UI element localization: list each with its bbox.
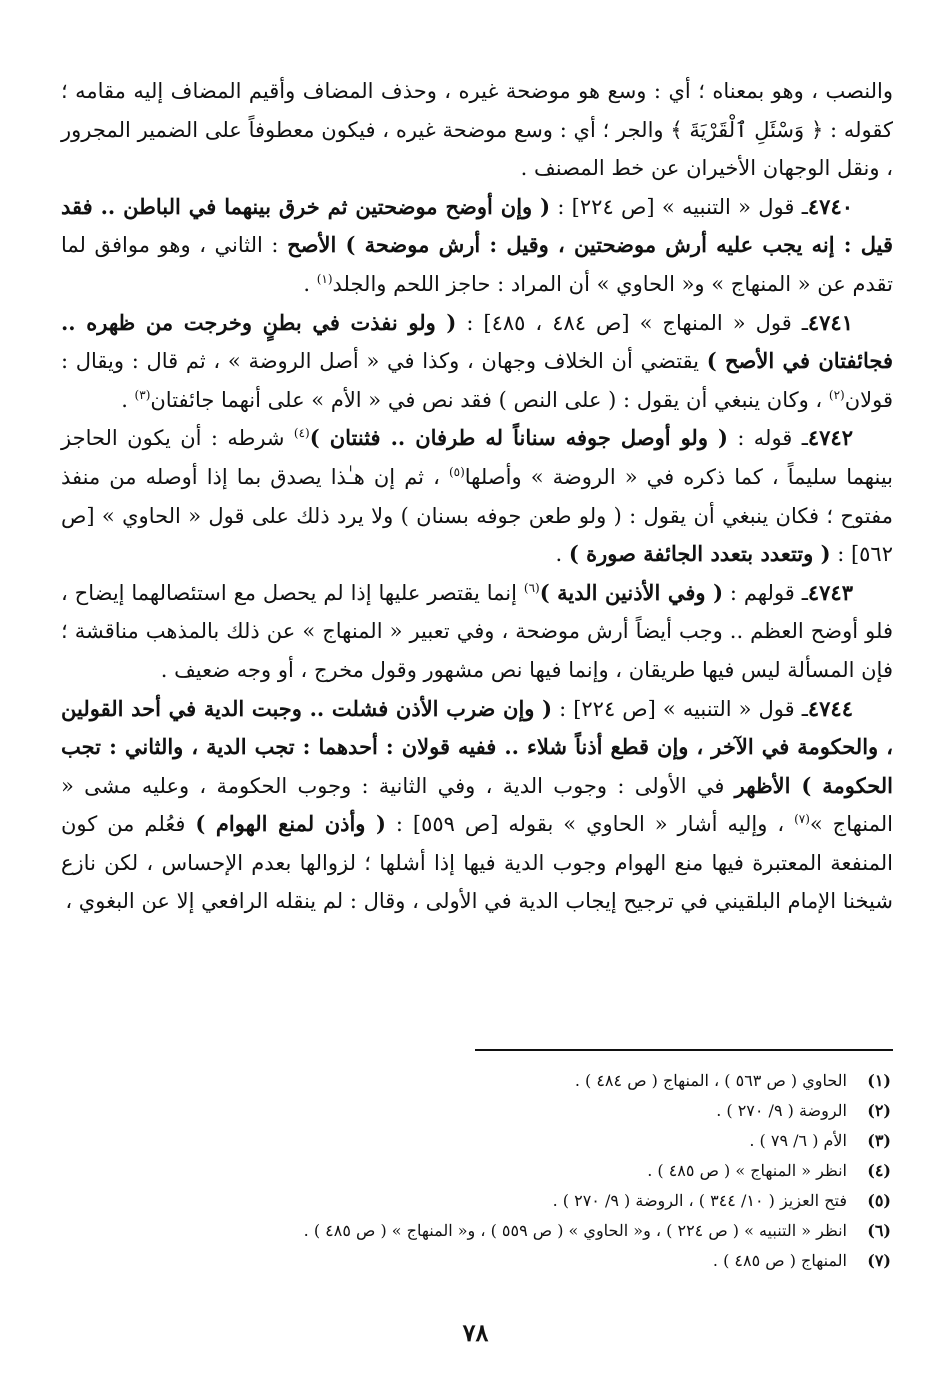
entry-tail: ، ثم إن هـٰذا يصدق بما إذا أوصله من منفذ مفتوح ؛ فكان ينبغي أن يقول : ( ولو طعن جوفه بسنان ) ولا يرد ذلك على قول « الحاوي » [ص ٥٦٢] : [61, 464, 893, 567]
intro-text: والنصب ، وهو بمعناه ؛ أي : وسع هو موضحة غيره ، وحذف المضاف وأقيم المضاف إليه مقامه ؛ كقوله : ﴿ وَسْئَلِ ٱلْقَرْيَةَ ﴾ والجر ؛ أي : وسع موضحة غيره ، فيكون معطوفاً على الضمير المجرور ، ونقل الوجهان الأخيران عن خط المصنف . [61, 79, 893, 181]
entry-number: ٤٧٤٠ [807, 193, 854, 219]
entry-text: : الثاني ، وهو موافق لما تقدم عن « المنهاج » و« الحاوي » أن المراد : حاجز اللحم والجلد [61, 233, 893, 296]
footnote-ref-3: (٣) [134, 387, 151, 402]
footnote-number: (٤) [867, 1161, 891, 1180]
entry-number: ٤٧٤١ [807, 309, 853, 335]
entry-bold-quote: ( وإن ضرب الأذن فشلت .. وجبت الدية في أحد القولين ، والحكومة في الآخر ، وإن قطع أذناً شلاء .. ففيه قولان : أحدهما : تجب الدية ، والثاني : تجب الحكومة ) الأظهر [61, 695, 894, 798]
entry-bold-quote: ( وإن أوضح موضحتين ثم خرق بينهما في الباطن .. فقد قيل : إنه يجب عليه أرش موضحتين ، وقيل : أرش موضحة ) الأصح [61, 193, 893, 258]
entry-text: إنما يقتصر عليها إذا لم يحصل مع استئصالهما إيضاح ، فلو أوضح العظم .. وجب أيضاً أرش موضحة ، وفي تعبير « المنهاج » عن ذلك بالمذهب مناقشة ؛ فإن المسألة ليس فيها طريقان ، وإنما فيها نص مشهور وقول مخرج ، أو وجه ضعيف . [61, 580, 893, 682]
footnote-number: (٧) [867, 1251, 891, 1270]
page-number: ٧٨ [462, 1318, 489, 1347]
footnote-number: (٥) [867, 1191, 891, 1210]
entry-bold-quote-2: ( وتتعدد بتعدد الجائفة صورة ) [568, 541, 831, 567]
entry-4741 [61, 304, 893, 420]
entry-bold-quote: ( وفي الأذنين الدية ) [539, 579, 724, 605]
footnote-text: المنهاج ( ص ٤٨٥ ) . [712, 1251, 847, 1270]
footnotes [91, 1066, 891, 1276]
footnote-ref-5: (٥) [448, 464, 465, 479]
entry-lead: ـ قوله : [727, 426, 808, 451]
footnote-item [91, 1156, 891, 1186]
entry-lead: ـ قول « المنهاج » [ص ٤٨٤ ، ٤٨٥] : [456, 310, 808, 335]
entry-4742 [61, 419, 893, 573]
footnote-ref-2: (٢) [828, 387, 845, 402]
intro-paragraph [61, 72, 893, 188]
footnote-ref-1: (١) [316, 271, 333, 286]
entry-lead: ـ قول « التنبيه » [ص ٢٢٤] : [550, 194, 808, 219]
entry-tail: ، وإليه أشار « الحاوي » بقوله [ص ٥٥٩] : [385, 812, 795, 837]
entry-bold-quote-2: ( وأذن لمنع الهوام ) [195, 811, 386, 837]
footnote-text: الأم ( ٦/ ٧٩ ) . [749, 1131, 847, 1150]
footnote-ref-7: (٧) [794, 812, 810, 827]
entry-4744 [61, 690, 893, 922]
footnote-text: الحاوي ( ص ٥٦٣ ) ، المنهاج ( ص ٤٨٤ ) . [574, 1071, 847, 1090]
footnote-number: (١) [867, 1071, 891, 1090]
entry-text: في الأولى : وجوب الدية ، وفي الثانية : وجوب الحكومة ، وعليه مشى « المنهاج » [61, 773, 894, 837]
entry-number: ٤٧٤٢ [807, 425, 853, 451]
footnote-item [91, 1216, 891, 1246]
footnote-text: فتح العزيز ( ١٠/ ٣٤٤ ) ، الروضة ( ٩/ ٢٧٠ ) . [552, 1191, 847, 1210]
entry-bold-quote: ( ولو أوصل جوفه سناناً له طرفان .. فثنتان ) [309, 425, 728, 451]
footnote-number: (٦) [867, 1221, 891, 1240]
entry-text: يقتضي أن الخلاف وجهان ، وكذا في « أصل الروضة » ، ثم قال : ويقال : قولان [61, 349, 893, 412]
entry-number: ٤٧٤٣ [807, 579, 853, 605]
footnote-text: انظر « التنبيه » ( ص ٢٢٤ ) ، و« الحاوي » ( ص ٥٥٩ ) ، و« المنهاج » ( ص ٤٨٥ ) . [303, 1221, 847, 1240]
entry-tail: . [303, 271, 317, 296]
footnote-text: الروضة ( ٩/ ٢٧٠ ) . [716, 1101, 847, 1120]
footnote-item [91, 1066, 891, 1096]
footnote-number: (٢) [867, 1101, 891, 1120]
entry-lead: ـ قولهم : [723, 580, 808, 605]
entry-tail-2: . [121, 387, 135, 412]
entry-text: شرطه : أن يكون الحاجز بينهما سليماً ، كما ذكره في « الروضة » وأصلها [61, 426, 893, 489]
footnote-item [91, 1246, 891, 1276]
main-text [61, 72, 893, 921]
footnote-ref-6: (٦) [523, 580, 540, 595]
footnote-ref-4: (٤) [293, 426, 310, 441]
entry-number: ٤٧٤٤ [807, 695, 853, 721]
footnote-item [91, 1096, 891, 1126]
entry-bold-quote: ( ولو نفذت في بطنٍ وخرجت من ظهره .. فجائفتان في الأصح ) [61, 309, 893, 374]
entry-tail: ، وكان ينبغي أن يقول : ( على النص ) فقد نص في « الأم » على أنهما جائفتان [150, 387, 829, 412]
footnote-text: انظر « المنهاج » ( ص ٤٨٥ ) . [647, 1161, 847, 1180]
footnote-number: (٣) [867, 1131, 891, 1150]
entry-tail-2: فعُلم من كون المنفعة المعتبرة فيها منع الهوام وجوب الدية فيها إذا أشلها ؛ لزوالها بعدم الإحساس ، لكن نازع شيخنا الإمام البلقيني في ترجيح إيجاب الدية في الأولى ، وقال : لم ينقله الرافعي إلا عن البغوي ، [61, 812, 893, 914]
entry-lead: ـ قول « التنبيه » [ص ٢٢٤] : [552, 696, 808, 721]
entry-4743 [61, 574, 893, 690]
footnote-divider [475, 1049, 893, 1051]
footnote-item [91, 1186, 891, 1216]
entry-4740 [61, 188, 893, 304]
entry-tail-2: . [555, 542, 569, 567]
footnote-item [91, 1126, 891, 1156]
